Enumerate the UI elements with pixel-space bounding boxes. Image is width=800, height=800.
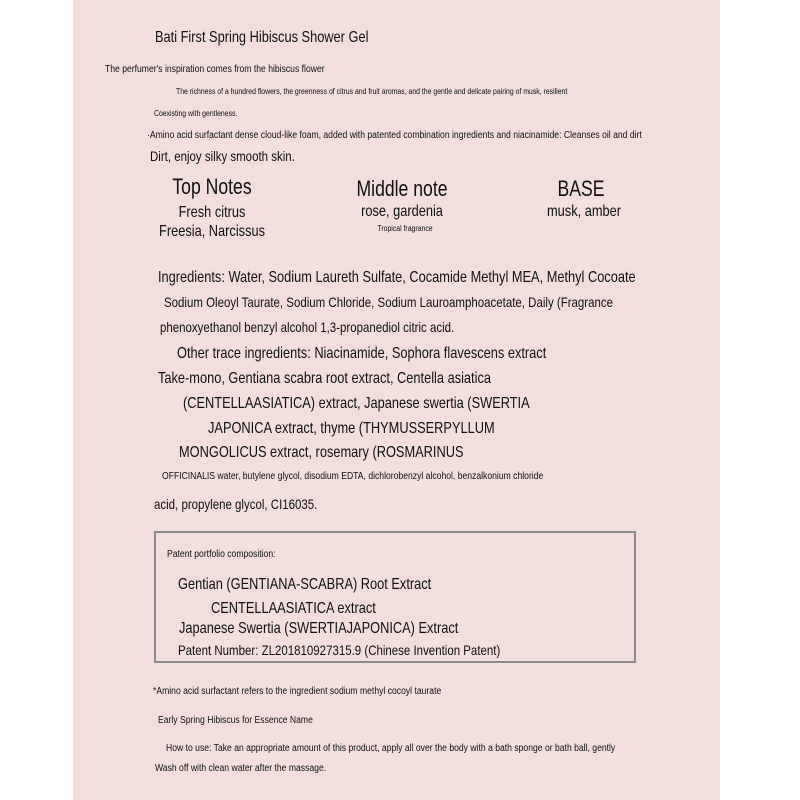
product-info-panel: [73, 0, 720, 800]
ingredients-line-3: phenoxyethanol benzyl alcohol 1,3-propanediol citric acid.: [160, 319, 455, 335]
ingredients-line-6: (CENTELLAASIATICA) extract, Japanese swertia (SWERTIA: [183, 395, 530, 412]
ingredients-line-9: OFFICINALIS water, butylene glycol, disodium EDTA, dichlorobenzyl alcohol, benzalkonium chloride: [162, 471, 544, 482]
amino-acid-foam-text: ·Amino acid surfactant dense cloud-like foam, added with patented combination ingredients and niacinamide: Cleanses oil and dirt: [147, 130, 642, 141]
middle-note-line2: Tropical fragrance: [377, 224, 433, 233]
inspiration-text: The perfumer's inspiration comes from the hibiscus flower: [105, 64, 325, 75]
how-to-use-text: How to use: Take an appropriate amount of this product, apply all over the body with a bath sponge or bath ball, gently: [166, 743, 616, 754]
wash-off-text: Wash off with clean water after the massage.: [155, 763, 327, 774]
top-notes-line1: Fresh citrus: [178, 204, 246, 221]
ingredients-line-5: Take-mono, Gentiana scabra root extract, Centella asiatica: [158, 370, 491, 387]
ingredients-line-1: Ingredients: Water, Sodium Laureth Sulfate, Cocamide Methyl MEA, Methyl Cocoate: [158, 269, 636, 286]
richness-text: The richness of a hundred flowers, the greenness of citrus and fruit aromas, and the gentle and delicate pairing of musk, resilient: [176, 87, 568, 96]
patent-number: Patent Number: ZL201810927315.9 (Chinese Invention Patent): [178, 642, 501, 658]
base-note-heading: BASE: [557, 176, 605, 201]
ingredients-line-8: MONGOLICUS extract, rosemary (ROSMARINUS: [179, 444, 464, 461]
patent-line-2: CENTELLAASIATICA extract: [211, 600, 376, 617]
middle-note-heading: Middle note: [356, 176, 448, 201]
ingredients-line-2: Sodium Oleoyl Taurate, Sodium Chloride, Sodium Lauroamphoacetate, Daily (Fragrance: [164, 294, 614, 310]
patent-line-1: Gentian (GENTIANA-SCABRA) Root Extract: [178, 576, 432, 593]
base-note-line1: musk, amber: [547, 203, 621, 220]
essence-name-text: Early Spring Hibiscus for Essence Name: [158, 715, 313, 726]
product-title: Bati First Spring Hibiscus Shower Gel: [155, 29, 369, 46]
patent-heading: Patent portfolio composition:: [167, 549, 276, 560]
top-notes-line2: Freesia, Narcissus: [159, 223, 265, 240]
coexisting-text: Coexisting with gentleness.: [154, 109, 238, 118]
ingredients-line-7: JAPONICA extract, thyme (THYMUSSERPYLLUM: [208, 420, 495, 437]
patent-line-3: Japanese Swertia (SWERTIAJAPONICA) Extract: [179, 620, 459, 637]
top-notes-heading: Top Notes: [172, 174, 252, 199]
middle-note-line1: rose, gardenia: [361, 203, 443, 220]
amino-acid-note: *Amino acid surfactant refers to the ingredient sodium methyl cocoyl taurate: [153, 686, 442, 697]
ingredients-line-4: Other trace ingredients: Niacinamide, Sophora flavescens extract: [177, 345, 547, 362]
silky-skin-text: Dirt, enjoy silky smooth skin.: [150, 148, 295, 164]
ingredients-line-10: acid, propylene glycol, CI16035.: [154, 496, 318, 512]
